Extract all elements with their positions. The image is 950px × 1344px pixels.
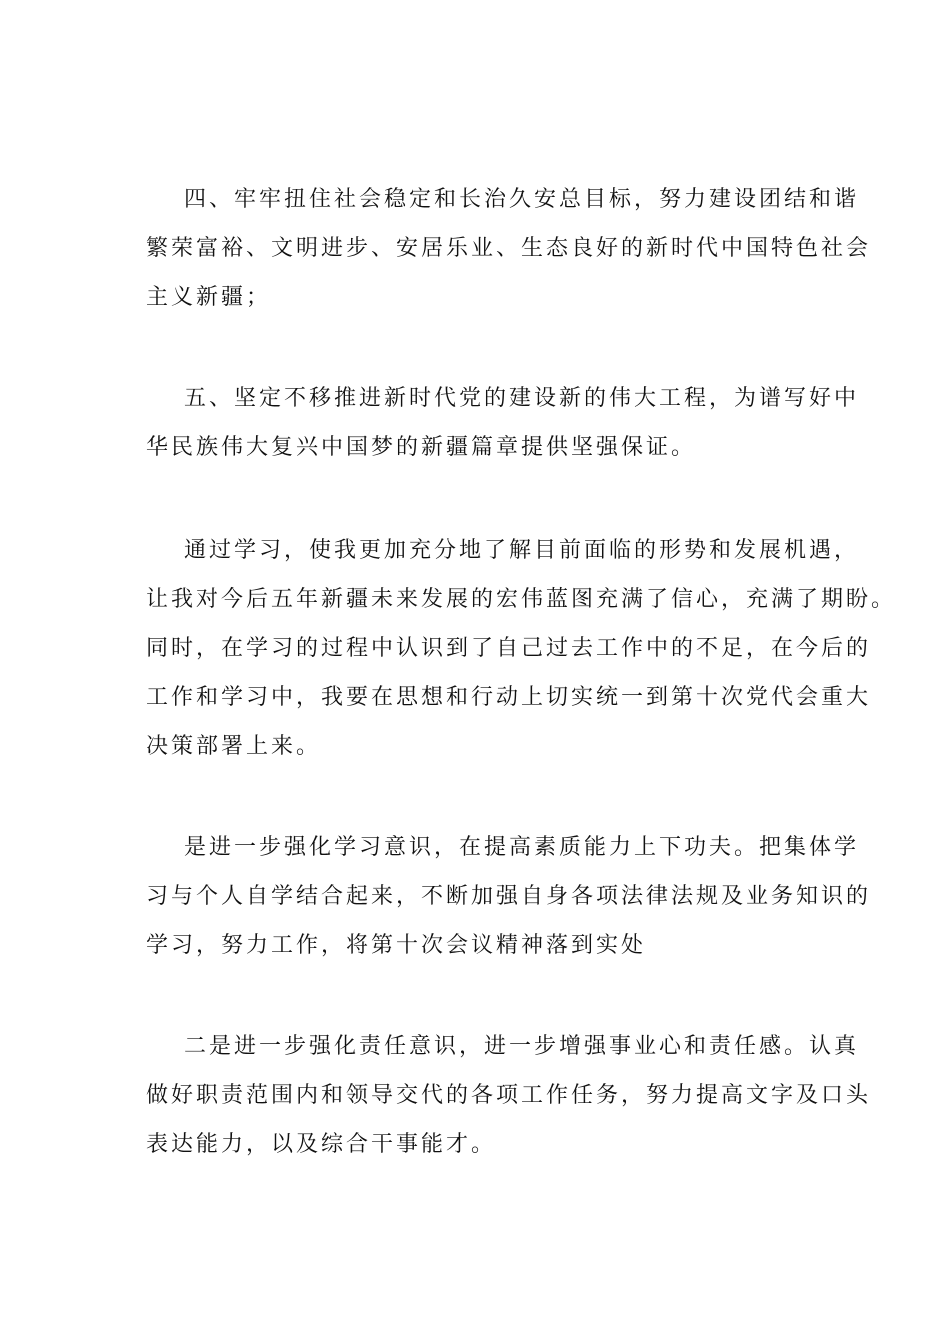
paragraph-responsibility-awareness	[146, 1022, 872, 1169]
paragraph-line: 同时，在学习的过程中认识到了自己过去工作中的不足，在今后的	[146, 636, 872, 661]
paragraph-line: 五、坚定不移推进新时代党的建设新的伟大工程，为谱写好中	[184, 386, 860, 411]
paragraph-learning-awareness	[146, 823, 872, 970]
paragraph-four	[146, 175, 872, 322]
paragraph-line: 是进一步强化学习意识，在提高素质能力上下功夫。把集体学	[184, 835, 860, 860]
paragraph-line: 四、牢牢扭住社会稳定和长治久安总目标，努力建设团结和谐	[184, 187, 860, 212]
paragraph-line: 工作和学习中，我要在思想和行动上切实统一到第十次党代会重大	[146, 685, 872, 710]
paragraph-five	[146, 374, 860, 472]
paragraph-line: 做好职责范围内和领导交代的各项工作任务，努力提高文字及口头	[146, 1083, 872, 1108]
paragraph-line: 二是进一步强化责任意识，进一步增强事业心和责任感。认真	[184, 1034, 860, 1059]
paragraph-line: 决策部署上来。	[146, 734, 322, 759]
paragraph-line: 学习，努力工作，将第十次会议精神落到实处	[146, 933, 647, 958]
paragraph-line: 通过学习，使我更加充分地了解目前面临的形势和发展机遇，	[184, 538, 860, 563]
paragraph-line: 繁荣富裕、文明进步、安居乐业、生态良好的新时代中国特色社会	[146, 236, 872, 261]
paragraph-line: 主义新疆；	[146, 285, 272, 310]
paragraph-study-reflection	[146, 526, 897, 771]
paragraph-line: 华民族伟大复兴中国梦的新疆篇章提供坚强保证。	[146, 435, 697, 460]
paragraph-line: 让我对今后五年新疆未来发展的宏伟蓝图充满了信心，充满了期盼。	[146, 587, 897, 612]
paragraph-line: 习与个人自学结合起来，不断加强自身各项法律法规及业务知识的	[146, 884, 872, 909]
paragraph-line: 表达能力，以及综合干事能才。	[146, 1132, 497, 1157]
